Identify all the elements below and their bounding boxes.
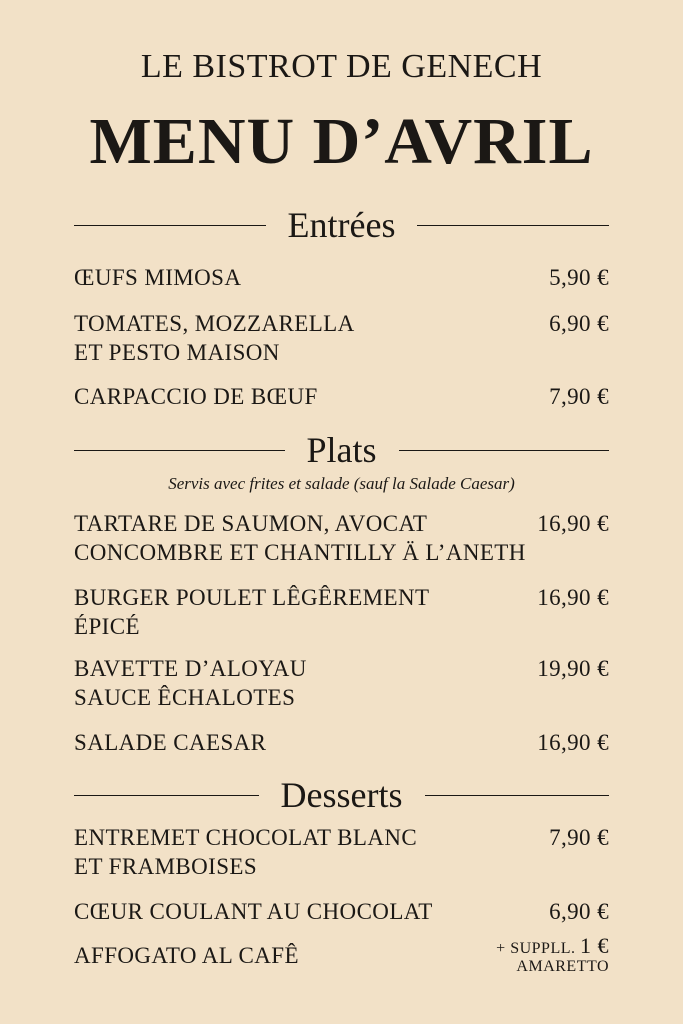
menu-item-salade-caesar xyxy=(74,728,609,757)
restaurant-name: LE BISTROT DE GENECH xyxy=(140,48,543,85)
menu-item-coeur-coulant xyxy=(74,897,609,926)
item-name: BURGER POULET LÊGÊREMENT xyxy=(74,585,430,610)
supplement-amount: 1 € xyxy=(580,933,609,958)
item-price: 7,90 € xyxy=(549,384,609,409)
menu-item-tomates-mozzarella xyxy=(74,309,609,367)
supplement-label: AMARETTO xyxy=(516,958,609,975)
item-price: 19,90 € xyxy=(537,656,609,681)
supplement-note xyxy=(496,933,609,976)
section-title-entrees: Entrées xyxy=(287,205,396,245)
item-name: SALADE CAESAR xyxy=(74,730,267,755)
item-name: CARPACCIO DE BŒUF xyxy=(74,384,318,409)
menu-item-entremet xyxy=(74,823,609,881)
section-header-entrees xyxy=(74,203,609,247)
item-name: BAVETTE D’ALOYAU xyxy=(74,656,307,681)
menu-item-carpaccio xyxy=(74,382,609,411)
section-header-plats xyxy=(74,428,609,472)
item-name-line2: CONCOMBRE ET CHANTILLY Ä L’ANETH xyxy=(74,540,526,565)
menu-item-tartare-saumon xyxy=(74,509,609,567)
item-name: TARTARE DE SAUMON, AVOCAT xyxy=(74,511,428,536)
item-name: CŒUR COULANT AU CHOCOLAT xyxy=(74,899,433,924)
item-price: 7,90 € xyxy=(549,825,609,850)
supplement-prefix: + SUPPLL. xyxy=(496,940,576,957)
item-price: 5,90 € xyxy=(549,265,609,290)
item-name-line2: ET PESTO MAISON xyxy=(74,340,280,365)
item-name-line2: SAUCE ÊCHALOTES xyxy=(74,685,296,710)
item-name: ENTREMET CHOCOLAT BLANC xyxy=(74,825,418,850)
item-price: 16,90 € xyxy=(537,511,609,536)
menu-title: MENU D’AVRIL xyxy=(89,105,594,178)
divider-line xyxy=(74,225,266,226)
item-price: 16,90 € xyxy=(537,730,609,755)
menu-item-affogato xyxy=(74,933,609,976)
divider-line xyxy=(425,795,610,796)
item-price: 6,90 € xyxy=(549,899,609,924)
section-header-desserts xyxy=(74,773,609,817)
item-name: AFFOGATO AL CAFÊ xyxy=(74,943,299,968)
item-price: 6,90 € xyxy=(549,311,609,336)
divider-line xyxy=(74,795,259,796)
item-name-line2: ÉPICÉ xyxy=(74,614,140,639)
section-title-plats: Plats xyxy=(306,430,377,470)
menu-item-bavette xyxy=(74,654,609,712)
menu-item-oeufs-mimosa xyxy=(74,263,609,292)
menu-item-burger-poulet xyxy=(74,583,609,641)
plats-note: Servis avec frites et salade (sauf la Salade Caesar) xyxy=(168,474,515,493)
item-name-line2: ET FRAMBOISES xyxy=(74,854,258,879)
divider-line xyxy=(417,225,609,226)
item-name: TOMATES, MOZZARELLA xyxy=(74,311,355,336)
section-title-desserts: Desserts xyxy=(280,775,403,815)
item-price: 16,90 € xyxy=(537,585,609,610)
item-name: ŒUFS MIMOSA xyxy=(74,265,242,290)
divider-line xyxy=(399,450,610,451)
divider-line xyxy=(74,450,285,451)
